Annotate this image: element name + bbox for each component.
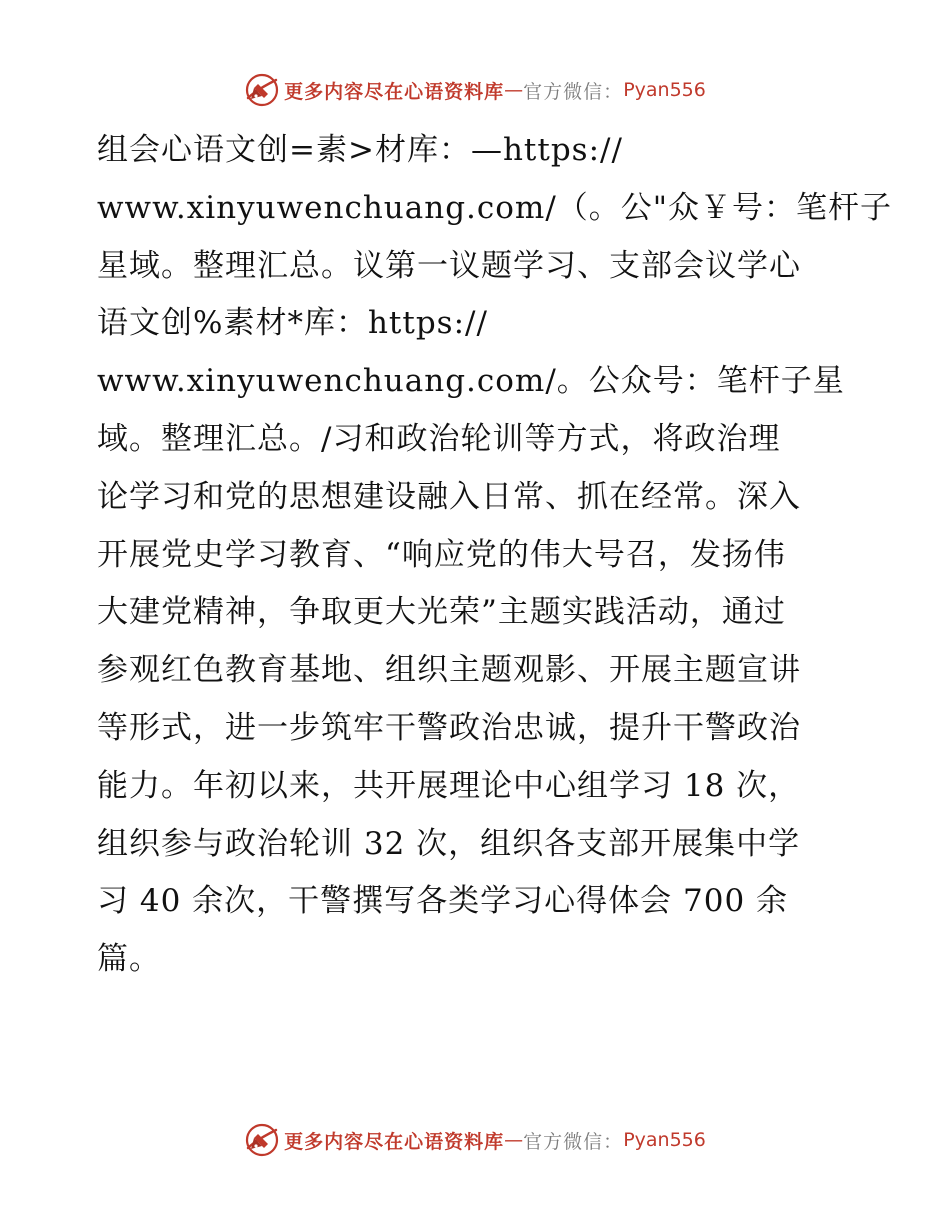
footer-brand-name: 更多内容尽在心语资料库 <box>284 1130 505 1153</box>
page-header <box>0 70 950 110</box>
body-line: 组会心语文创=素>材库：—https:// <box>97 132 623 168</box>
body-line: 习 40 余次，干警撰写各类学习心得体会 700 余 <box>97 883 789 920</box>
header-dash: — <box>504 79 524 101</box>
footer-brand <box>244 1122 706 1158</box>
page-footer <box>0 1120 950 1160</box>
footer-label: 官方微信： <box>523 1130 624 1153</box>
header-brand <box>244 72 706 108</box>
body-line: 参观红色教育基地、组织主题观影、开展主题宣讲 <box>97 652 801 689</box>
header-wechat-id: Pyan556 <box>623 79 706 101</box>
header-label: 官方微信： <box>523 80 624 103</box>
body-line: 星域。整理汇总。议第一议题学习、支部会议学心 <box>97 247 801 284</box>
body-line: 大建党精神，争取更大光荣”主题实践活动，通过 <box>97 594 786 631</box>
body-line: 开展党史学习教育、“响应党的伟大号召，发扬伟 <box>97 536 786 573</box>
body-line: 等形式，进一步筑牢干警政治忠诚，提升干警政治 <box>97 709 801 746</box>
pen-in-circle-logo-icon <box>244 72 280 108</box>
body-line: www.xinyuwenchuang.com/（。公"众￥号：笔杆子 <box>97 189 893 226</box>
footer-dash: — <box>504 1129 524 1151</box>
body-line: 语文创%素材*库：https:// <box>97 305 488 342</box>
footer-wechat-id: Pyan556 <box>623 1129 706 1151</box>
body-line: 篇。 <box>97 941 161 978</box>
body-line: 域。整理汇总。/习和政治轮训等方式，将政治理 <box>97 420 781 457</box>
body-line: www.xinyuwenchuang.com/。公众号：笔杆子星 <box>97 363 845 400</box>
document-body <box>97 122 893 989</box>
header-brand-name: 更多内容尽在心语资料库 <box>284 80 505 103</box>
body-line: 论学习和党的思想建设融入日常、抓在经常。深入 <box>97 478 801 515</box>
body-line: 组织参与政治轮训 32 次，组织各支部开展集中学 <box>97 825 801 862</box>
body-line: 能力。年初以来，共开展理论中心组学习 18 次， <box>97 767 801 804</box>
pen-in-circle-logo-icon <box>244 1122 280 1158</box>
